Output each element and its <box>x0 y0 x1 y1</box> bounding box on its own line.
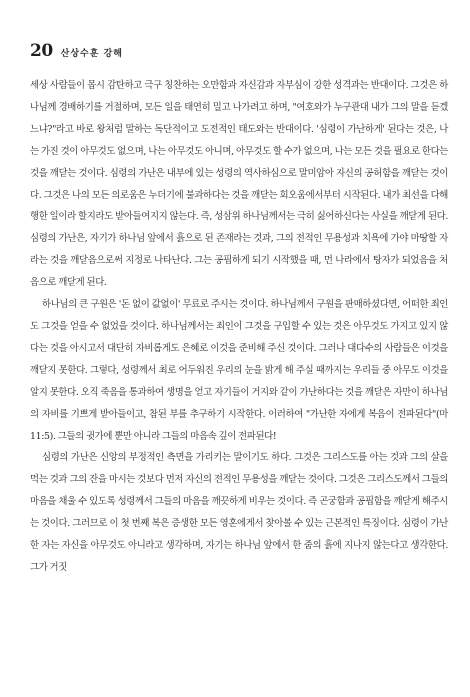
running-title: 산상수훈 강해 <box>60 49 123 59</box>
paragraph-3: 심령의 가난은 신앙의 부정적인 측면을 가리키는 말이기도 하다. 그것은 그리스도를 아는 것과 그의 살을 먹는 것과 그의 잔을 마시는 것보다 먼저 자신의 전적인 무용성을 깨닫는 것이다. 그것은 그리스도께서 그들의 마음을 채울 수 있도록 성령께서 그들의 마음을 깨끗하게 비우는 것이다. 즉 곤궁함과 공핍함을 깨닫게 해주시는 것이다. 그러므로 이 첫 번째 복은 증생한 모든 영혼에게서 찾아볼 수 있는 근본적인 특징이다. 심령이 가난한 자는 자신을 아무것도 아니라고 생각하며, 자기는 하나님 앞에서 한 줌의 흙에 지나지 않는다고 생각한다. 그가 거짓 <box>30 452 448 573</box>
paragraph-2: 하나님의 큰 구원은 '돈 없이 값없이' 무료로 주시는 것이다. 하나님께서 구원을 판매하셨다면, 어떠한 죄인도 그것을 얻을 수 없었을 것이다. 하나님께서는 죄인이 그것을 구입할 수 있는 것은 아무것도 가지고 있지 않다는 것을 아시고서 대단히 자비롭게도 은혜로 이것을 준비해 주신 것이다. 그러나 대다수의 사람들은 이것을 깨닫지 못한다. 그렇다, 성령께서 최로 어두워진 우리의 눈을 밝게 해 주실 때까지는 우리들 중 아무도 이것을 알지 못한다. 오직 죽음을 통과하여 생명을 얻고 자기들이 거지와 같이 가난하다는 것을 깨닫은 자만이 하나님의 자비를 기쁘게 받아들이고, 참된 부를 추구하기 시작한다. 이러하여 "가난한 자에게 복음이 전파된다"(마 11:5). 그들의 귓가에 뿐만 아니라 그들의 마음속 깊이 전파된다! <box>30 299 448 442</box>
body-text <box>30 75 448 579</box>
page-number: 20 <box>30 41 53 61</box>
paragraph-1: 세상 사람들이 몹시 감탄하고 극구 칭찬하는 오만함과 자신감과 자부심이 강한 성격과는 반대이다. 그것은 하나님께 경배하기를 거절하며, 모든 일을 태연히 밀고 나가려고 하며, "여호와가 누구관대 내가 그의 말을 듣겠느냐?"라고 바로 왕처럼 말하는 독단적이고 도전적인 태도와는 반대이다. '심령이 가난하게' 된다는 것은, 나는 가진 것이 아무것도 없으며, 나는 아무것도 아니며, 아무것도 할 수가 없으며, 나는 모든 것을 필요로 한다는 것을 깨닫는 것이다. 심령의 가난은 내부에 있는 성령의 역사하심으로 말미암아 자신의 공허함을 깨닫는 것이다. 그것은 나의 모든 의로움은 누더기에 불과하다는 것을 깨닫는 회오움에서부터 시작된다. 내가 최선을 다해 행한 일이라 할지라도 받아들여지지 않는다. 즉, 성삼위 하나님께서는 극히 싫어하신다는 사실을 깨닫게 된다. 심령의 가난은, 자기가 하나님 앞에서 흙으로 된 존재라는 것과, 그의 전적인 무용성과 치욕에 가야 마땅할 자라는 것을 깨닫음으로써 지정로 나타난다. 그는 공핍하게 되기 시작했을 때, 먼 나라에서 탕자가 되었음을 처음으로 깨닫게 된다. <box>30 80 448 289</box>
page-header <box>30 41 123 61</box>
